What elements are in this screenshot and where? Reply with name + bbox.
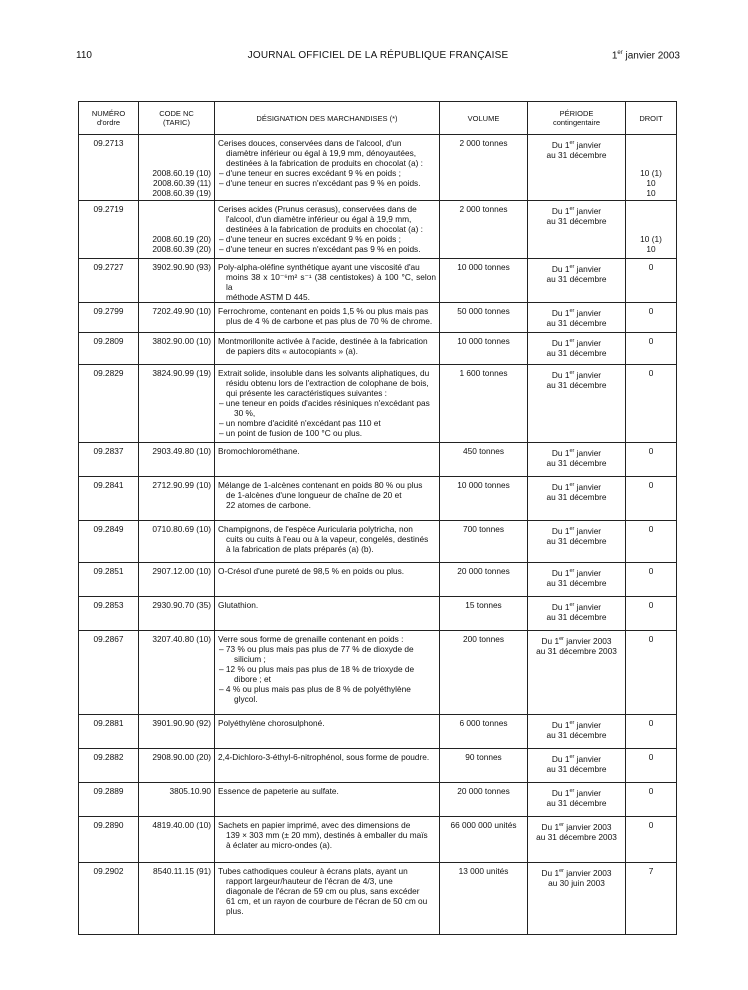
code-line: 2907.12.00 (10) xyxy=(152,566,211,576)
droit-line: 0 xyxy=(648,262,654,272)
droit-line: 0 xyxy=(648,446,654,456)
header-volume: VOLUME xyxy=(440,102,528,135)
designation-line: 22 atomes de carbone. xyxy=(226,500,311,510)
row-periode xyxy=(528,563,626,597)
periode-line: Du 1er janvier xyxy=(551,753,602,764)
droit-line: 10 xyxy=(646,244,656,254)
table-row xyxy=(79,443,677,477)
designation-line: rapport largeur/hauteur de l'écran de 4/3, une xyxy=(226,876,393,886)
row-volume: 66 000 000 unités xyxy=(440,817,528,863)
periode-line: au 31 décembre xyxy=(546,763,607,774)
row-designation xyxy=(215,201,440,259)
code-line: 2008.60.39 (19) xyxy=(152,188,211,198)
row-numero: 09.2837 xyxy=(79,443,139,477)
code-line: 3805.10.90 xyxy=(169,786,211,796)
designation-line: méthode ASTM D 445. xyxy=(226,292,310,302)
row-volume: 200 tonnes xyxy=(440,631,528,715)
row-numero: 09.2867 xyxy=(79,631,139,715)
row-designation xyxy=(215,135,440,201)
row-numero: 09.2889 xyxy=(79,783,139,817)
designation-line: de papiers dits « autocopiants » (a). xyxy=(226,346,358,356)
journal-title: JOURNAL OFFICIEL DE LA RÉPUBLIQUE FRANÇAISE xyxy=(247,50,509,61)
row-droit xyxy=(626,521,677,563)
row-volume: 90 tonnes xyxy=(440,749,528,783)
periode-line: au 31 décembre xyxy=(546,215,607,226)
row-code xyxy=(139,333,215,365)
row-volume: 10 000 tonnes xyxy=(440,333,528,365)
row-designation xyxy=(215,365,440,443)
designation-line: Polyéthylène chorosulphoné. xyxy=(218,718,325,728)
row-numero: 09.2881 xyxy=(79,715,139,749)
designation-line: Sachets en papier imprimé, avec des dimensions de xyxy=(218,820,411,830)
table-row xyxy=(79,817,677,863)
periode-line: au 31 décembre xyxy=(546,611,607,622)
row-numero: 09.2841 xyxy=(79,477,139,521)
code-line: 7202.49.90 (10) xyxy=(152,306,211,316)
row-code xyxy=(139,443,215,477)
designation-line: – 4 % ou plus mais pas plus de 8 % de polyéthylène xyxy=(219,684,411,694)
row-volume: 2 000 tonnes xyxy=(440,135,528,201)
designation-line: 30 %, xyxy=(234,408,256,418)
periode-line: Du 1er janvier xyxy=(551,369,602,380)
issue-date: 1er janvier 2003 xyxy=(611,50,680,62)
designation-line: Cerises acides (Prunus cerasus), conservées dans de xyxy=(218,204,417,214)
table-row xyxy=(79,631,677,715)
periode-line: Du 1er janvier xyxy=(551,139,602,150)
droit-line: 7 xyxy=(648,866,654,876)
code-line: 2008.60.19 (10) xyxy=(152,168,211,178)
row-numero: 09.2902 xyxy=(79,863,139,935)
periode-line: Du 1er janvier xyxy=(551,787,602,798)
code-line: 3802.90.00 (10) xyxy=(152,336,211,346)
row-numero: 09.2851 xyxy=(79,563,139,597)
header-droit: DROIT xyxy=(626,102,677,135)
periode-line: au 31 décembre xyxy=(546,379,607,390)
periode-line: au 31 décembre xyxy=(546,347,607,358)
row-designation xyxy=(215,783,440,817)
row-periode xyxy=(528,201,626,259)
row-periode xyxy=(528,715,626,749)
designation-line: moins 38 x 10⁻⁶m² s⁻¹ (38 centistokes) à 100 °C, selon la xyxy=(226,272,436,292)
row-code xyxy=(139,135,215,201)
row-code xyxy=(139,303,215,333)
droit-line: 10 (1) xyxy=(640,168,662,178)
table-row xyxy=(79,597,677,631)
designation-line: plus. xyxy=(226,906,244,916)
droit-line: 0 xyxy=(648,786,654,796)
periode-line: Du 1er janvier 2003 xyxy=(541,867,612,878)
designation-line: qui présente les caractéristiques suivantes : xyxy=(226,388,387,398)
row-periode xyxy=(528,521,626,563)
droit-line: 0 xyxy=(648,480,654,490)
designation-line: – d'une teneur en sucres excédant 9 % en poids ; xyxy=(219,168,401,178)
row-volume: 50 000 tonnes xyxy=(440,303,528,333)
row-droit xyxy=(626,365,677,443)
row-droit xyxy=(626,631,677,715)
droit-line: 0 xyxy=(648,524,654,534)
table-header-row xyxy=(79,102,677,135)
row-droit xyxy=(626,715,677,749)
row-periode xyxy=(528,443,626,477)
periode-line: au 31 décembre 2003 xyxy=(536,645,617,656)
droit-line: 0 xyxy=(648,600,654,610)
designation-line: Verre sous forme de grenaille contenant en poids : xyxy=(218,634,404,644)
row-droit xyxy=(626,749,677,783)
designation-line: destinées à la fabrication de produits en chocolat (a) : xyxy=(226,224,423,234)
row-droit xyxy=(626,303,677,333)
designation-line: O-Crésol d'une pureté de 98,5 % en poids ou plus. xyxy=(218,566,405,576)
row-code xyxy=(139,597,215,631)
code-line: 3901.90.90 (92) xyxy=(152,718,211,728)
designation-line: l'alcool, d'un diamètre inférieur ou égal à 19,9 mm, xyxy=(226,214,412,224)
row-volume: 13 000 unités xyxy=(440,863,528,935)
code-line: 2908.90.00 (20) xyxy=(152,752,211,762)
row-code xyxy=(139,365,215,443)
row-code xyxy=(139,749,215,783)
designation-line: cuits ou cuits à l'eau ou à la vapeur, congelés, destinés xyxy=(226,534,429,544)
periode-line: Du 1er janvier xyxy=(551,205,602,216)
periode-line: Du 1er janvier 2003 xyxy=(541,821,612,832)
row-droit xyxy=(626,597,677,631)
row-numero: 09.2829 xyxy=(79,365,139,443)
row-periode xyxy=(528,749,626,783)
row-periode xyxy=(528,477,626,521)
row-droit xyxy=(626,563,677,597)
code-line: 3902.90.90 (93) xyxy=(152,262,211,272)
header-numero: NUMÉRO d'ordre xyxy=(79,102,139,135)
designation-line: silicium ; xyxy=(234,654,266,664)
row-numero: 09.2727 xyxy=(79,259,139,303)
row-periode xyxy=(528,259,626,303)
periode-line: Du 1er janvier xyxy=(551,263,602,274)
table-row xyxy=(79,715,677,749)
periode-line: au 31 décembre xyxy=(546,577,607,588)
droit-line: 10 (1) xyxy=(640,234,662,244)
periode-line: Du 1er janvier xyxy=(551,719,602,730)
code-line: 8540.11.15 (91) xyxy=(153,866,211,876)
row-volume: 700 tonnes xyxy=(440,521,528,563)
designation-line: Extrait solide, insoluble dans les solvants aliphatiques, du xyxy=(218,368,430,378)
row-droit xyxy=(626,817,677,863)
droit-line: 0 xyxy=(648,306,654,316)
row-droit xyxy=(626,863,677,935)
table-row xyxy=(79,563,677,597)
row-designation xyxy=(215,443,440,477)
designation-line: Champignons, de l'espèce Auricularia polytricha, non xyxy=(218,524,413,534)
row-volume: 10 000 tonnes xyxy=(440,477,528,521)
droit-line: 0 xyxy=(648,718,654,728)
designation-line: diagonale de l'écran de 59 cm ou plus, sans excéder xyxy=(226,886,420,896)
row-code xyxy=(139,259,215,303)
code-line: 2903.49.80 (10) xyxy=(152,446,211,456)
table-row xyxy=(79,135,677,201)
periode-line: au 31 décembre xyxy=(546,457,607,468)
row-code xyxy=(139,631,215,715)
row-volume: 20 000 tonnes xyxy=(440,783,528,817)
periode-line: Du 1er janvier xyxy=(551,525,602,536)
designation-line: Tubes cathodiques couleur à écrans plats, ayant un xyxy=(218,866,408,876)
designation-line: Cerises douces, conservées dans de l'alcool, d'un xyxy=(218,138,402,148)
designation-line: – un point de fusion de 100 °C ou plus. xyxy=(219,428,363,438)
row-volume: 15 tonnes xyxy=(440,597,528,631)
periode-line: au 31 décembre xyxy=(546,273,607,284)
droit-line: 10 xyxy=(646,188,656,198)
code-line: 2008.60.19 (20) xyxy=(152,234,211,244)
table-row xyxy=(79,863,677,935)
row-code xyxy=(139,863,215,935)
designation-line: à éclater au micro-ondes (a). xyxy=(226,840,333,850)
code-line: 2008.60.39 (20) xyxy=(152,244,211,254)
periode-line: au 31 décembre xyxy=(546,797,607,808)
designation-line: 139 × 303 mm (± 20 mm), destinés à emballer du maïs xyxy=(226,830,428,840)
table-row xyxy=(79,521,677,563)
row-droit xyxy=(626,201,677,259)
row-periode xyxy=(528,817,626,863)
row-numero: 09.2719 xyxy=(79,201,139,259)
periode-line: au 31 décembre 2003 xyxy=(536,831,617,842)
droit-line: 0 xyxy=(648,820,654,830)
row-designation xyxy=(215,863,440,935)
periode-line: Du 1er janvier xyxy=(551,447,602,458)
code-line: 2930.90.70 (35) xyxy=(152,600,211,610)
row-designation xyxy=(215,303,440,333)
row-code xyxy=(139,715,215,749)
periode-line: au 31 décembre xyxy=(546,149,607,160)
row-droit xyxy=(626,333,677,365)
row-designation xyxy=(215,563,440,597)
code-line: 4819.40.00 (10) xyxy=(152,820,211,830)
droit-line: 0 xyxy=(648,336,654,346)
designation-line: diamètre inférieur ou égal à 19,9 mm, dénoyautées, xyxy=(226,148,417,158)
row-droit xyxy=(626,443,677,477)
row-periode xyxy=(528,631,626,715)
periode-line: Du 1er janvier xyxy=(551,567,602,578)
designation-line: plus de 4 % de carbone et pas plus de 70 % de chrome. xyxy=(226,316,433,326)
droit-line: 0 xyxy=(648,566,654,576)
designation-line: 61 cm, et un rayon de courbure de l'écran de 50 cm ou xyxy=(226,896,428,906)
periode-line: au 31 décembre xyxy=(546,491,607,502)
periode-line: au 31 décembre xyxy=(546,535,607,546)
row-designation xyxy=(215,631,440,715)
quota-table xyxy=(78,101,677,935)
designation-line: glycol. xyxy=(234,694,258,704)
periode-line: Du 1er janvier 2003 xyxy=(541,635,612,646)
row-designation xyxy=(215,817,440,863)
periode-line: Du 1er janvier xyxy=(551,601,602,612)
periode-line: au 31 décembre xyxy=(546,317,607,328)
row-volume: 1 600 tonnes xyxy=(440,365,528,443)
row-code xyxy=(139,783,215,817)
row-numero: 09.2890 xyxy=(79,817,139,863)
designation-line: Montmorillonite activée à l'acide, destinée à la fabrication xyxy=(218,336,428,346)
table-row xyxy=(79,303,677,333)
row-code xyxy=(139,521,215,563)
periode-line: Du 1er janvier xyxy=(551,307,602,318)
designation-line: Ferrochrome, contenant en poids 1,5 % ou plus mais pas xyxy=(218,306,429,316)
designation-line: Bromochlorométhane. xyxy=(218,446,300,456)
designation-line: – une teneur en poids d'acides résiniques n'excédant pas xyxy=(219,398,430,408)
header-designation: DÉSIGNATION DES MARCHANDISES (*) xyxy=(215,102,440,135)
row-droit xyxy=(626,259,677,303)
row-numero: 09.2882 xyxy=(79,749,139,783)
row-numero: 09.2799 xyxy=(79,303,139,333)
row-code xyxy=(139,477,215,521)
code-line: 2712.90.99 (10) xyxy=(152,480,211,490)
row-periode xyxy=(528,863,626,935)
row-code xyxy=(139,563,215,597)
periode-line: Du 1er janvier xyxy=(551,337,602,348)
row-droit xyxy=(626,135,677,201)
row-volume: 10 000 tonnes xyxy=(440,259,528,303)
droit-line: 10 xyxy=(646,178,656,188)
designation-line: – 73 % ou plus mais pas plus de 77 % de dioxyde de xyxy=(219,644,414,654)
row-droit xyxy=(626,477,677,521)
row-periode xyxy=(528,303,626,333)
designation-line: 2,4-Dichloro-3-éthyl-6-nitrophénol, sous forme de poudre. xyxy=(218,752,430,762)
row-code xyxy=(139,201,215,259)
designation-line: – d'une teneur en sucres n'excédant pas 9 % en poids. xyxy=(219,244,421,254)
header-periode: PÉRIODE contingentaire xyxy=(528,102,626,135)
code-line: 0710.80.69 (10) xyxy=(152,524,211,534)
row-designation xyxy=(215,477,440,521)
table-row xyxy=(79,201,677,259)
row-volume: 450 tonnes xyxy=(440,443,528,477)
designation-line: – 12 % ou plus mais pas plus de 18 % de trioxyde de xyxy=(219,664,415,674)
designation-line: Glutathion. xyxy=(218,600,259,610)
row-periode xyxy=(528,333,626,365)
row-designation xyxy=(215,749,440,783)
table-row xyxy=(79,783,677,817)
designation-line: dibore ; et xyxy=(234,674,271,684)
periode-line: Du 1er janvier xyxy=(551,481,602,492)
row-numero: 09.2849 xyxy=(79,521,139,563)
row-designation xyxy=(215,259,440,303)
designation-line: résidu obtenu lors de l'extraction de colophane de bois, xyxy=(226,378,429,388)
table-row xyxy=(79,333,677,365)
row-droit xyxy=(626,783,677,817)
row-volume: 20 000 tonnes xyxy=(440,563,528,597)
code-line: 3207.40.80 (10) xyxy=(152,634,211,644)
row-numero: 09.2853 xyxy=(79,597,139,631)
row-volume: 6 000 tonnes xyxy=(440,715,528,749)
designation-line: de 1-alcènes d'une longueur de chaîne de 20 et xyxy=(226,490,402,500)
code-line: 2008.60.39 (11) xyxy=(153,178,211,188)
row-periode xyxy=(528,783,626,817)
table-row xyxy=(79,749,677,783)
designation-line: Essence de papeterie au sulfate. xyxy=(218,786,339,796)
table-row xyxy=(79,477,677,521)
periode-line: au 31 décembre xyxy=(546,729,607,740)
designation-line: à la fabrication de plats préparés (a) (b). xyxy=(226,544,374,554)
row-periode xyxy=(528,135,626,201)
row-numero: 09.2713 xyxy=(79,135,139,201)
designation-line: – d'une teneur en sucres n'excédant pas 9 % en poids. xyxy=(219,178,421,188)
page-header xyxy=(76,50,680,66)
row-code xyxy=(139,817,215,863)
row-numero: 09.2809 xyxy=(79,333,139,365)
droit-line: 0 xyxy=(648,634,654,644)
row-periode xyxy=(528,365,626,443)
code-line: 3824.90.99 (19) xyxy=(152,368,211,378)
table-row xyxy=(79,365,677,443)
table-row xyxy=(79,259,677,303)
row-designation xyxy=(215,715,440,749)
page-number: 110 xyxy=(76,50,92,61)
designation-line: – d'une teneur en sucres excédant 9 % en poids ; xyxy=(219,234,401,244)
header-code: CODE NC (TARIC) xyxy=(139,102,215,135)
row-designation xyxy=(215,597,440,631)
periode-line: au 30 juin 2003 xyxy=(548,877,605,888)
droit-line: 0 xyxy=(648,368,654,378)
row-designation xyxy=(215,333,440,365)
row-volume: 2 000 tonnes xyxy=(440,201,528,259)
designation-line: destinées à la fabrication de produits en chocolat (a) : xyxy=(226,158,423,168)
designation-line: Poly-alpha-oléfine synthétique ayant une viscosité d'au xyxy=(218,262,420,272)
droit-line: 0 xyxy=(648,752,654,762)
designation-line: – un nombre d'acidité n'excédant pas 110 et xyxy=(219,418,381,428)
row-designation xyxy=(215,521,440,563)
row-periode xyxy=(528,597,626,631)
designation-line: Mélange de 1-alcènes contenant en poids 80 % ou plus xyxy=(218,480,423,490)
